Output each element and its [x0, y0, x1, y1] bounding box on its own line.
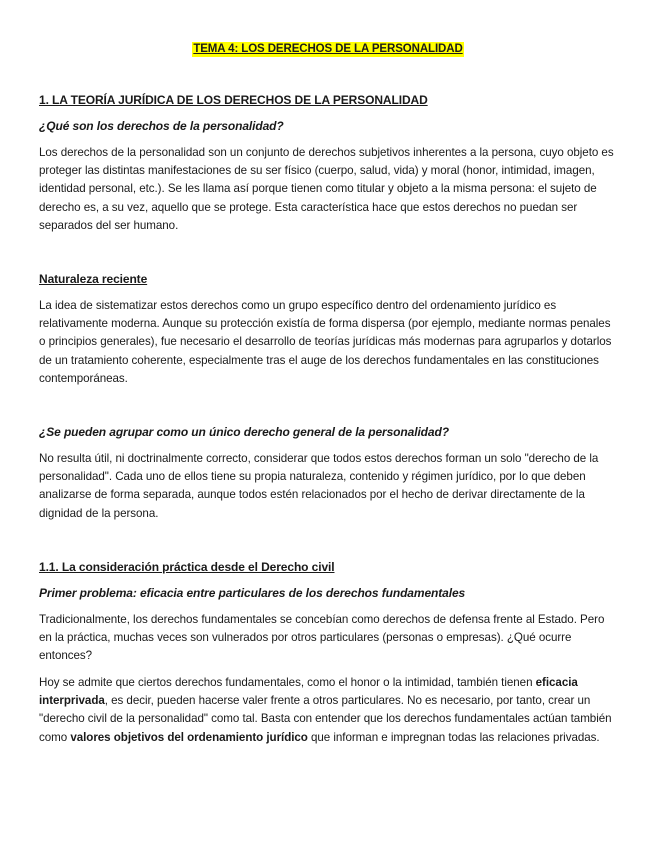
paragraph-interprivate [39, 674, 619, 747]
paragraph-recent-nature: La idea de sistematizar estos derechos como un grupo específico dentro del ordenamiento jurídico es relativamente moderna. Aunque su protección existía de forma dispersa (por ejemplo, mediante normas penales o principios generales), fue necesario el desarrollo de teorías jurídicas más modernas para agruparlos y dotarlos de un tratamiento coherente, especialmente tras el auge de los derechos fundamentales en las constituciones contemporáneas. [39, 299, 612, 385]
paragraph-single-right: No resulta útil, ni doctrinalmente correcto, considerar que todos estos derechos forman un solo "derecho de la personalidad". Cada uno de ellos tiene su propia naturaleza, contenido y régimen jurídico, por lo que deben analizarse de forma separada, aunque todos estén relacionados por el hecho de derivar directamente de la dignidad de la persona. [39, 452, 599, 520]
question-what-are: ¿Qué son los derechos de la personalidad? [39, 119, 284, 133]
para5-text-1: Hoy se admite que ciertos derechos fundamentales, como el honor o la intimidad, también tienen [39, 676, 536, 689]
document-title: TEMA 4: LOS DERECHOS DE LA PERSONALIDAD [193, 43, 463, 55]
question-single-right: ¿Se pueden agrupar como un único derecho general de la personalidad? [39, 425, 449, 439]
para5-text-3: que informan e impregnan todas las relaciones privadas. [307, 730, 600, 744]
bold-objective-values: valores objetivos del ordenamiento jurídico [70, 730, 308, 744]
subheading-recent-nature: Naturaleza reciente [39, 272, 148, 286]
paragraph-definition: Los derechos de la personalidad son un conjunto de derechos subjetivos inherentes a la persona, cuyo objeto es proteger las distintas manifestaciones de su ser físico (cuerpo, salud, vida) y moral (honor, intimidad, imagen, identidad personal, etc.). Se les llama así porque tienen como titular y objeto a la misma persona: el sujeto de derecho es, a su vez, aquello que se protege. Esta característica hace que estos derechos no puedan ser separados del ser humano. [39, 146, 614, 232]
section-1-heading: 1. LA TEORÍA JURÍDICA DE LOS DERECHOS DE LA PERSONALIDAD [39, 93, 428, 107]
paragraph-traditional: Tradicionalmente, los derechos fundamentales se concebían como derechos de defensa frente al Estado. Pero en la práctica, muchas veces son vulnerados por otros particulares (personas o empresas). ¿Qué ocurre entonces? [39, 613, 605, 663]
first-problem-heading: Primer problema: eficacia entre particulares de los derechos fundamentales [39, 586, 466, 600]
bold-interprivate-efficacy: eficacia interprivada [39, 676, 578, 708]
para5-text-2: , es decir, pueden hacerse valer frente a otros particulares. No es necesario, por tanto, crear un "derecho civil de la personalidad" como tal. Basta con entender que los derechos fundamentales actúan también como [39, 694, 612, 744]
title-wrap [39, 0, 617, 57]
section-1-1-heading: 1.1. La consideración práctica desde el Derecho civil [39, 560, 335, 574]
